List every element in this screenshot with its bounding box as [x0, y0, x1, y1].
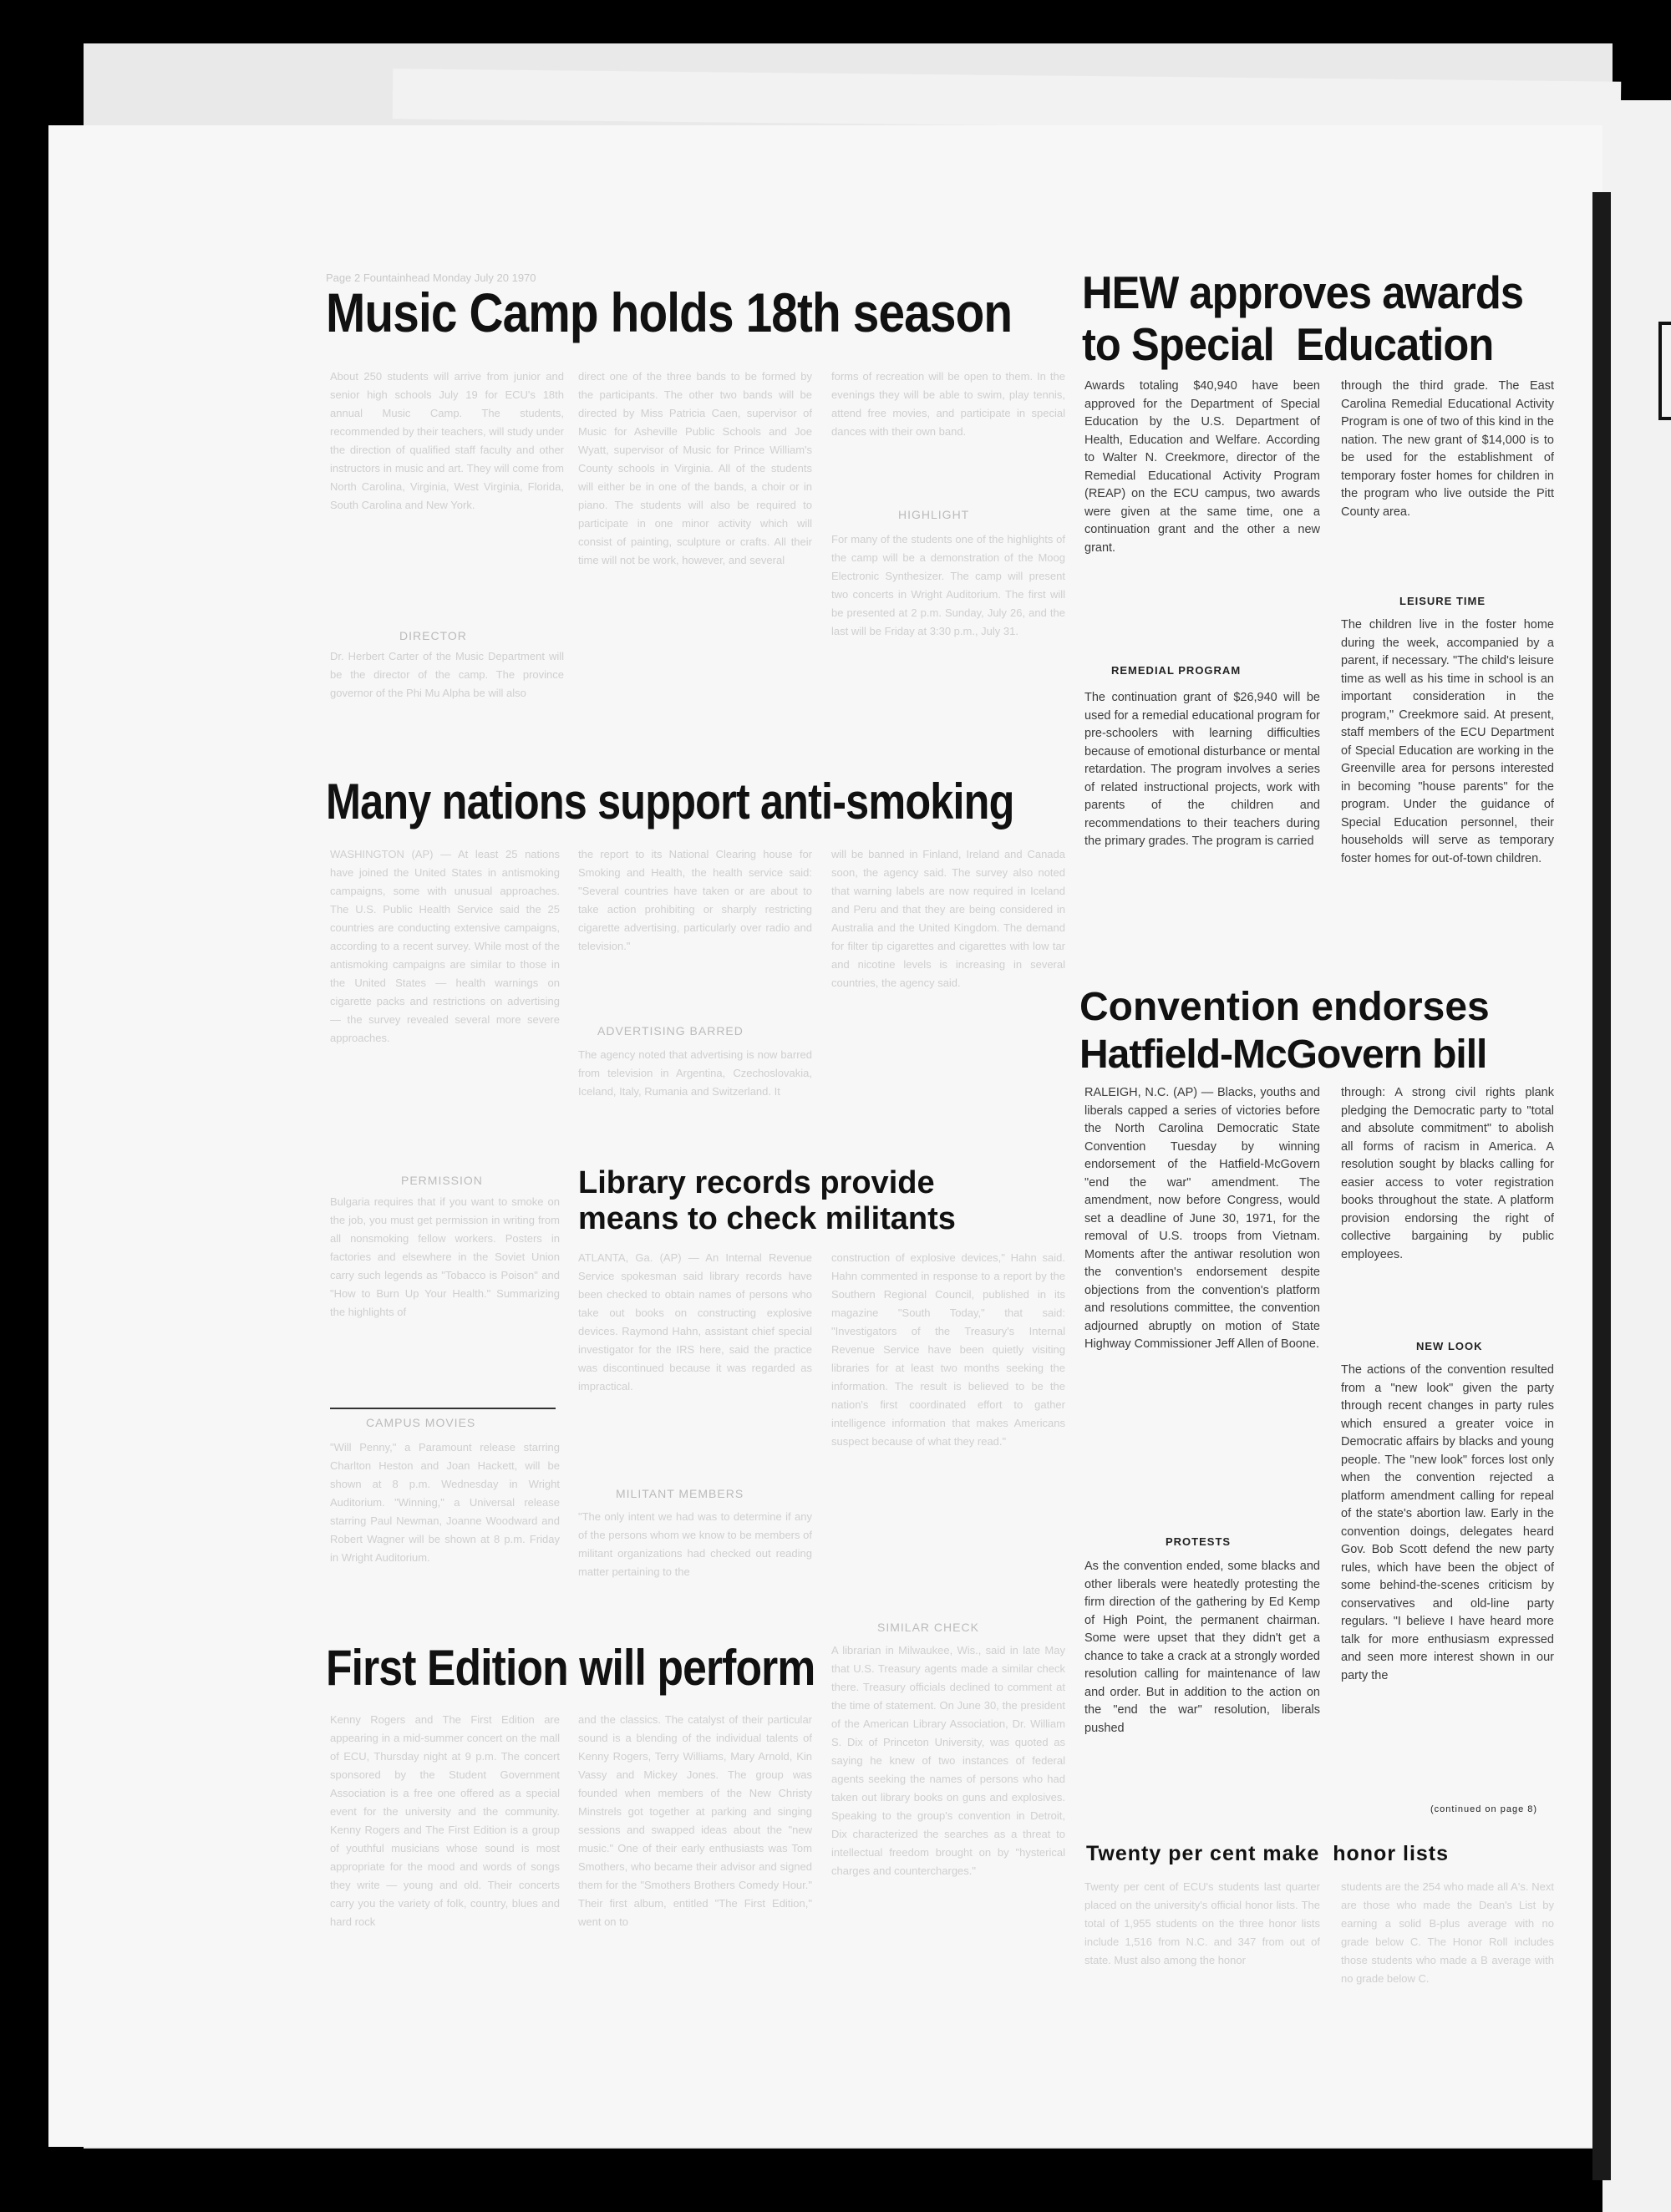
anti-smoking-sub-permission: PERMISSION [401, 1174, 483, 1187]
first-edition-col2: and the classics. The catalyst of their particular sound is a blending of the individual talents of Kenny Rogers, Terry Williams, Mary Arnold, Kin Vassy and Mickey Jones. The group was founded when members of the New Christy Minstrels got together at parking and singing sessions and swapped ideas about the "new music." One of their early enthusiasts was Tom Smothers, who became their advisor and signed them for the "Smothers Brothers Comedy Hour." Their first album, entitled "The First Edition," went on to [578, 1713, 812, 1928]
convention-col1b: As the convention ended, some blacks and other liberals were heatedly protesting the firm direction of the gathering by Ed Kemp of High Point, the permanent chairman. Some were upset that they didn't get a chance to take a crack at a strongly worded resolution calling for maintenance of law and order. But in addition to the action on the "end the war" resolution, liberals pushed [1084, 1560, 1320, 1735]
hew-headline-line1: HEW approves awards [1082, 266, 1524, 318]
library-col1: ATLANTA, Ga. (AP) — An Internal Revenue Service spokesman said library records have been checked to obtain names of persons who take out books on constructing explosive devices. Raymond Hahn, assistant chief special investigator for the IRS here, said the practice was discontinued because it was regarded as impractical. [578, 1251, 812, 1393]
anti-smoking-col1b: Bulgaria requires that if you want to smoke on the job, you must get permission in writing from all nonsmoking fellow workers. Posters in factories and elsewhere in the Soviet Union carry such legends as "Tobacco is Poison" and "How to Burn Up Your Health." Summarizing the highlights of [330, 1195, 560, 1318]
hew-sub-leisure: LEISURE TIME [1399, 595, 1486, 607]
convention-headline-line1: Convention endorses [1079, 985, 1490, 1029]
anti-smoking-col1: WASHINGTON (AP) — At least 25 nations have joined the United States in antismoking campaigns, some with unusual approaches. The U.S. Public Health Service said the 25 countries are conducting extensive campaigns, according to a recent survey. While most of the antismoking campaigns are similar to those in the United States — health warnings on cigarette packs and restrictions on advertising — the survey revealed several more severe approaches. [330, 848, 560, 1044]
campus-movies-body: "Will Penny," a Paramount release starring Charlton Heston and Joan Hackett, will be shown at 8 p.m. Wednesday in Wright Auditorium. "Winning," a Universal release starring Paul Newman, Joanne Woodward and Robert Wagner will be shown at 8 p.m. Friday in Wright Auditorium. [330, 1441, 560, 1564]
library-headline-line2: means to check militants [578, 1201, 956, 1236]
library-col1b: "The only intent we had was to determine if any of the persons whom we know to be members of militant organizations had checked out reading matter pertaining to the [578, 1510, 812, 1578]
music-camp-sub-highlight: HIGHLIGHT [898, 508, 970, 521]
music-camp-col3b: For many of the students one of the highlights of the camp will be a demonstration of the Moog Electronic Synthesizer. The camp will present two concerts in Wright Auditorium. The first will be presented at 2 p.m. Sunday, July 26, and the last will be Friday at 3:30 p.m., July 31. [831, 533, 1065, 637]
music-camp-col1b: Dr. Herbert Carter of the Music Department will be the director of the camp. The province governor of the Phi Mu Alpha be will also [330, 650, 564, 699]
library-col2: construction of explosive devices," Hahn said. Hahn commented in response to a report by the Southern Regional Council, published in its magazine "South Today," that said: "Investigators of the Treasury's Internal Revenue Service have been quietly visiting libraries for at least two months seeking the information. The result is believed to be the nation's first coordinated effort to gather intelligence information that makes Americans suspect because of what they read." [831, 1251, 1065, 1448]
library-sub-militant: MILITANT MEMBERS [616, 1487, 744, 1500]
first-edition-col1: Kenny Rogers and The First Edition are appearing in a mid-summer concert on the mall of ECU, Thursday night at 9 p.m. The concert sponsored by the Student Government Association is a free one offered as a special event for the university and the community. Kenny Rogers and The First Edition is a group of youthful musicians whose sound is most appropriate for the mood and words of songs they write — young and old. Their concerts carry you the variety of folk, country, blues and hard rock [330, 1713, 560, 1928]
anti-smoking-col2b: The agency noted that advertising is now barred from television in Argentina, Czechoslovakia, Iceland, Italy, Rumania and Switzerland. It [578, 1048, 812, 1098]
anti-smoking-sub-advertising: ADVERTISING BARRED [597, 1024, 744, 1038]
anti-smoking-headline: Many nations support anti-smoking [326, 774, 1014, 830]
hew-col2b: The children live in the foster home during the week, accompanied by a parent, if necessary. "The child's leisure time as well as his time in school is an important consideration in the program," Creekmore said. At present, staff members of the ECU Department of Special Education are working in the Greenville area for persons interested in becoming "house parents" for the program. Under the guidance of Special Education personnel, their households will serve as temporary foster homes for out-of-town children. [1341, 618, 1554, 865]
honor-col1: Twenty per cent of ECU's students last quarter placed on the university's official honor lists. The total of 1,955 students on the three honor lists include 1,516 from N.C. and 347 from out of state. Must also among the honor [1084, 1880, 1320, 1966]
music-camp-col3: forms of recreation will be open to them. In the evenings they will be able to swim, play tennis, attend free movies, and participate in special dances with their own band. [831, 370, 1065, 438]
column-rule [330, 1408, 556, 1409]
anti-smoking-col2: the report to its National Clearing house for Smoking and Health, the health service said: "Several countries have taken or are about to take action prohibiting or sharply restricting cigarette advertising, particularly over radio and television." [578, 848, 812, 952]
music-camp-sub-director: DIRECTOR [399, 629, 467, 642]
page-folio: Page 2 Fountainhead Monday July 20 1970 [326, 271, 536, 284]
music-camp-headline: Music Camp holds 18th season [326, 282, 1013, 343]
hew-headline-line2: to Special Education [1082, 318, 1494, 370]
convention-col2: through: A strong civil rights plank pledging the Democratic party to "total and absolute commitment" to abolish all forms of racism in America. A resolution sought by blacks calling for easier access to voter registration books throughout the state. A platform provision endorsing the right of collective bargaining by public employees. [1341, 1086, 1554, 1261]
hew-col2: through the third grade. The East Carolina Remedial Educational Activity Program is one of two of this kind in the nation. The new grant of $14,000 is to be used for the establishment of temporary foster homes for children in the program who live outside the Pitt County area. [1341, 379, 1554, 519]
first-edition-headline: First Edition will perform [326, 1640, 815, 1696]
hew-col1b: The continuation grant of $26,940 will be used for a remedial educational program for pre-schoolers with learning difficulties because of emotional disturbance or mental retardation. The program involves a series of related instructional projects, work with parents of the children and recommendations to their teachers during the primary grades. The program is carried [1084, 691, 1320, 848]
convention-col1: RALEIGH, N.C. (AP) — Blacks, youths and liberals capped a series of victories before the North Carolina Democratic State Convention Tuesday by winning endorsement of the Hatfield-McGovern "end the war" amendment. The amendment, now before Congress, would set a deadline of June 30, 1971, for the removal of U.S. troops from Vietnam. Moments after the antiwar resolution won the convention's endorsement despite objections from the convention's platform and resolutions committee, the convention adjourned abruptly on motion of State Highway Commissioner Jeff Allen of Boone. [1084, 1086, 1320, 1351]
convention-sub-protests: PROTESTS [1166, 1535, 1232, 1548]
library-sub-similar: SIMILAR CHECK [877, 1621, 979, 1634]
page-edge-shadow [1592, 192, 1611, 2180]
honor-col2: students are the 254 who made all A's. Next are those who made the Dean's List by earning a solid B-plus average with no grade below C. The Honor Roll includes those students who made a B average with no grade below C. [1341, 1880, 1554, 1985]
convention-sub-new-look: NEW LOOK [1416, 1340, 1483, 1352]
library-col2b: A librarian in Milwaukee, Wis., said in late May that U.S. Treasury agents made a similar check there. Treasury officials declined to comment at the time of statement. On June 30, the president of the American Library Association, Dr. William S. Dix of Princeton University, was quoted as saying he knew of two instances of federal agents seeking the names of persons who had taken out library books on guns and explosives. Speaking to the group's convention in Detroit, Dix characterized the searches as a threat to intellectual freedom brought on by "hysterical charges and countercharges." [831, 1644, 1065, 1877]
adjacent-page-box [1658, 322, 1671, 420]
music-camp-col1: About 250 students will arrive from junior and senior high schools July 19 for ECU's 18th annual Music Camp. The students, recommended by their teachers, will study under the direction of qualified staff faculty and other instructors in music and art. They will come from North Carolina, Virginia, West Virginia, Florida, South Carolina and New York. [330, 370, 564, 511]
honor-headline: Twenty per cent make honor lists [1086, 1842, 1450, 1865]
library-headline-line1: Library records provide [578, 1165, 935, 1200]
convention-headline-line2: Hatfield-McGovern bill [1079, 1032, 1487, 1077]
convention-continued: (continued on page 8) [1430, 1804, 1538, 1814]
music-camp-col2: direct one of the three bands to be formed by the participants. The other two bands will be directed by Miss Patricia Caen, supervisor of Music for Asheville Public Schools and Joe Wyatt, supervisor of Music for Prince William's County schools in Virginia. All of the students will either be in one of the bands, a choir or in piano. The students will also be required to participate in one minor activity which will consist of painting, sculpture or crafts. All their time will not be work, however, and several [578, 370, 812, 566]
campus-movies-sub: CAMPUS MOVIES [366, 1416, 476, 1429]
convention-col2b: The actions of the convention resulted from a "new look" given the party through recent changes in party rules which ensured a greater voice in Democratic affairs by blacks and young people. The "new look" forces lost only when the convention rejected a platform amendment calling for repeal of the state's abortion law. Early in the convention doings, delegates heard Gov. Bob Scott defend the new party rules, which have been the object of some behind-the-scenes criticism by conservatives and old-line party regulars. "I believe I have heard more talk for more enthusiasm expressed and seen more interest shown in our party the [1341, 1363, 1554, 1682]
hew-sub-remedial: REMEDIAL PROGRAM [1111, 664, 1242, 677]
anti-smoking-col3: will be banned in Finland, Ireland and Canada soon, the agency said. The survey also noted that warning labels are now required in Iceland and Peru and that they are being considered in Australia and the United Kingdom. The demand for filter tip cigarettes and cigarettes with low tar and nicotine levels is increasing in several countries, the agency said. [831, 848, 1065, 989]
hew-col1: Awards totaling $40,940 have been approved for the Department of Special Education by the U.S. Department of Health, Education and Welfare. According to Walter N. Creekmore, director of the Remedial Educational Activity Program (REAP) on the ECU campus, two awards were given at the same time, one a continuation grant and the other a new grant. [1084, 379, 1320, 555]
